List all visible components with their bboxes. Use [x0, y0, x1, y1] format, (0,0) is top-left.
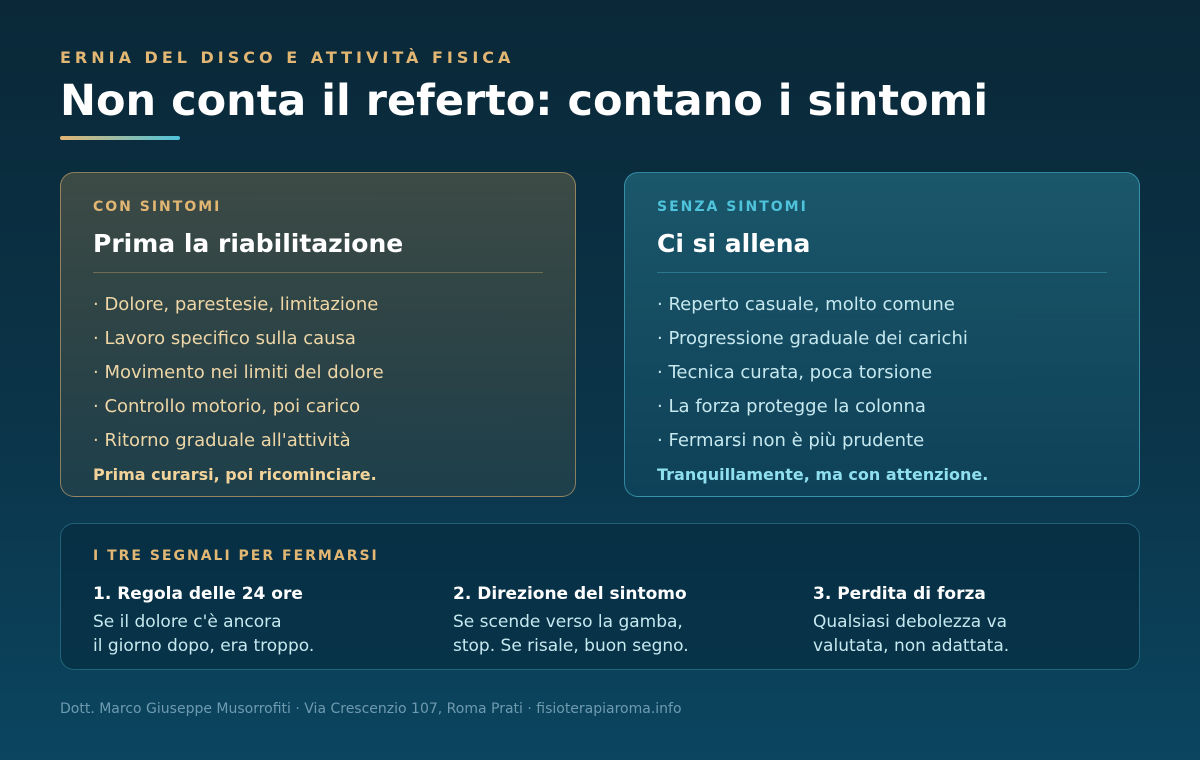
page-title: Non conta il referto: contano i sintomi	[60, 76, 989, 126]
list-item: · Progressione graduale dei carichi	[657, 328, 968, 349]
signal-text: Se scende verso la gamba,	[453, 612, 683, 632]
signal-title: 1. Regola delle 24 ore	[93, 584, 303, 604]
signal-text: valutata, non adattata.	[813, 636, 1010, 656]
list-item: · Dolore, parestesie, limitazione	[93, 294, 379, 315]
card-footer-note: Prima curarsi, poi ricominciare.	[93, 465, 377, 484]
author-footer: Dott. Marco Giuseppe Musorrofiti · Via Crescenzio 107, Roma Prati · fisioterapiaroma.info	[60, 701, 682, 717]
card-divider	[657, 272, 1107, 273]
card-with-symptoms	[60, 172, 576, 497]
list-item: · Reperto casuale, molto comune	[657, 294, 955, 315]
signal-item-24h-rule	[93, 582, 433, 658]
card-footer-note: Tranquillamente, ma con attenzione.	[657, 465, 989, 484]
card-divider	[93, 272, 543, 273]
list-item: · Movimento nei limiti del dolore	[93, 362, 384, 383]
signal-text: il giorno dopo, era troppo.	[93, 636, 315, 656]
list-item: · La forza protegge la colonna	[657, 396, 926, 417]
list-item: · Ritorno graduale all'attività	[93, 430, 351, 451]
card-list	[657, 293, 968, 463]
signal-item-symptom-direction	[453, 582, 793, 658]
card-without-symptoms	[624, 172, 1140, 497]
card-kicker: CON SINTOMI	[93, 199, 222, 215]
signal-text: stop. Se risale, buon segno.	[453, 636, 689, 656]
card-title: Ci si allena	[657, 229, 811, 258]
signal-title: 3. Perdita di forza	[813, 584, 986, 604]
signal-item-strength-loss	[813, 582, 1153, 658]
header-kicker: ERNIA DEL DISCO E ATTIVITÀ FISICA	[60, 48, 515, 67]
signals-kicker: I TRE SEGNALI PER FERMARSI	[93, 548, 379, 564]
signal-text: Qualsiasi debolezza va	[813, 612, 1008, 632]
list-item: · Controllo motorio, poi carico	[93, 396, 361, 417]
list-item: · Tecnica curata, poca torsione	[657, 362, 933, 383]
title-underline	[60, 136, 180, 140]
card-list	[93, 293, 384, 463]
card-title: Prima la riabilitazione	[93, 229, 404, 258]
card-kicker: SENZA SINTOMI	[657, 199, 808, 215]
signal-text: Se il dolore c'è ancora	[93, 612, 282, 632]
list-item: · Lavoro specifico sulla causa	[93, 328, 356, 349]
stop-signals-panel	[60, 523, 1140, 670]
list-item: · Fermarsi non è più prudente	[657, 430, 925, 451]
signal-title: 2. Direzione del sintomo	[453, 584, 687, 604]
